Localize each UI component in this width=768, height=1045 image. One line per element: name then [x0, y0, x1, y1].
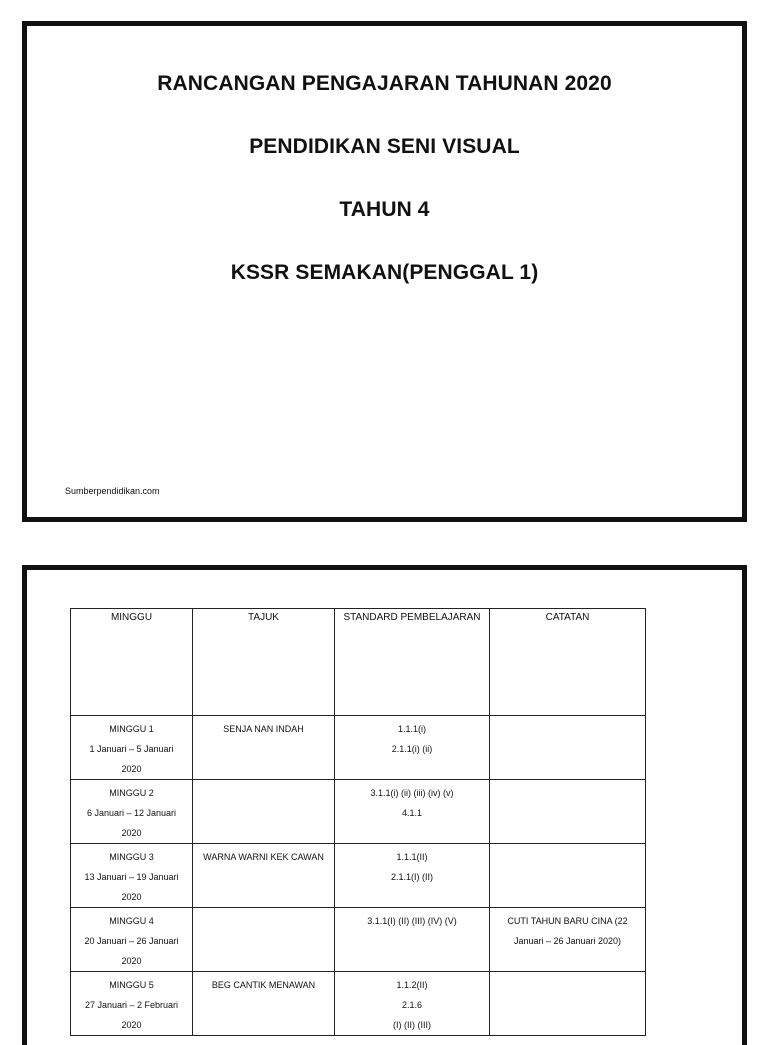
table-row [71, 972, 646, 1036]
week-year: 2020 [121, 828, 142, 838]
standard-item: 2.1.1(I) (II) [390, 872, 433, 882]
week-label: MINGGU 4 [109, 916, 154, 926]
topic-cell [193, 780, 335, 844]
header-standard: STANDARD PEMBELAJARAN [335, 609, 490, 716]
week-label: MINGGU 5 [109, 980, 154, 990]
week-label: MINGGU 3 [109, 852, 154, 862]
notes-cell [490, 972, 646, 1036]
week-cell [71, 972, 193, 1036]
week-year: 2020 [121, 1020, 142, 1030]
week-cell [71, 716, 193, 780]
week-label: MINGGU 1 [109, 724, 154, 734]
week-year: 2020 [121, 956, 142, 966]
week-cell [71, 908, 193, 972]
subject-title: PENDIDIKAN SENI VISUAL [249, 135, 520, 158]
week-dates: 20 Januari – 26 Januari [84, 936, 179, 946]
week-cell [71, 844, 193, 908]
notes-cell [490, 716, 646, 780]
week-dates: 1 Januari – 5 Januari [89, 744, 174, 754]
week-year: 2020 [121, 892, 142, 902]
notes-cell: CUTI TAHUN BARU CINA (22 Januari – 26 Januari 2020) [490, 908, 646, 972]
standard-cell [335, 844, 490, 908]
table-header-row [71, 609, 646, 716]
standard-cell [335, 972, 490, 1036]
table-row [71, 780, 646, 844]
standard-item: 3.1.1(i) (ii) (iii) (iv) (v) [370, 788, 454, 798]
topic-cell: SENJA NAN INDAH [193, 716, 335, 780]
year-title: TAHUN 4 [339, 198, 430, 221]
standard-item: 3.1.1(I) (II) (III) (IV) (V) [367, 916, 457, 926]
standard-item: 2.1.6 [401, 1000, 423, 1010]
week-label: MINGGU 2 [109, 788, 154, 798]
week-year: 2020 [121, 764, 142, 774]
topic-cell [193, 908, 335, 972]
table-row [71, 716, 646, 780]
notes-cell [490, 780, 646, 844]
table-row [71, 844, 646, 908]
standard-item: 1.1.1(i) [397, 724, 426, 734]
standard-item: (I) (II) (III) [393, 1020, 431, 1030]
standard-item: 1.1.1(II) [396, 852, 428, 862]
schedule-page [22, 565, 747, 1045]
curriculum-title: KSSR SEMAKAN(PENGGAL 1) [230, 261, 539, 284]
week-dates: 13 Januari – 19 Januari [84, 872, 179, 882]
standard-cell [335, 716, 490, 780]
week-dates: 6 Januari – 12 Januari [86, 808, 177, 818]
topic-cell: BEG CANTIK MENAWAN [193, 972, 335, 1036]
standard-item: 2.1.1(i) (ii) [391, 744, 433, 754]
header-minggu: MINGGU [71, 609, 193, 716]
header-tajuk: TAJUK [193, 609, 335, 716]
week-cell [71, 780, 193, 844]
standard-item: 1.1.2(II) [396, 980, 428, 990]
notes-cell [490, 844, 646, 908]
standard-item: 4.1.1 [401, 808, 423, 818]
standard-cell [335, 780, 490, 844]
topic-cell: WARNA WARNI KEK CAWAN [193, 844, 335, 908]
schedule-table [70, 608, 646, 1036]
table-row [71, 908, 646, 972]
cover-page [22, 21, 747, 522]
document-title: RANCANGAN PENGAJARAN TAHUNAN 2020 [157, 72, 612, 95]
standard-cell [335, 908, 490, 972]
week-dates: 27 Januari – 2 Februari [84, 1000, 179, 1010]
header-catatan: CATATAN [490, 609, 646, 716]
source-label: Sumberpendidikan.com [65, 486, 160, 496]
